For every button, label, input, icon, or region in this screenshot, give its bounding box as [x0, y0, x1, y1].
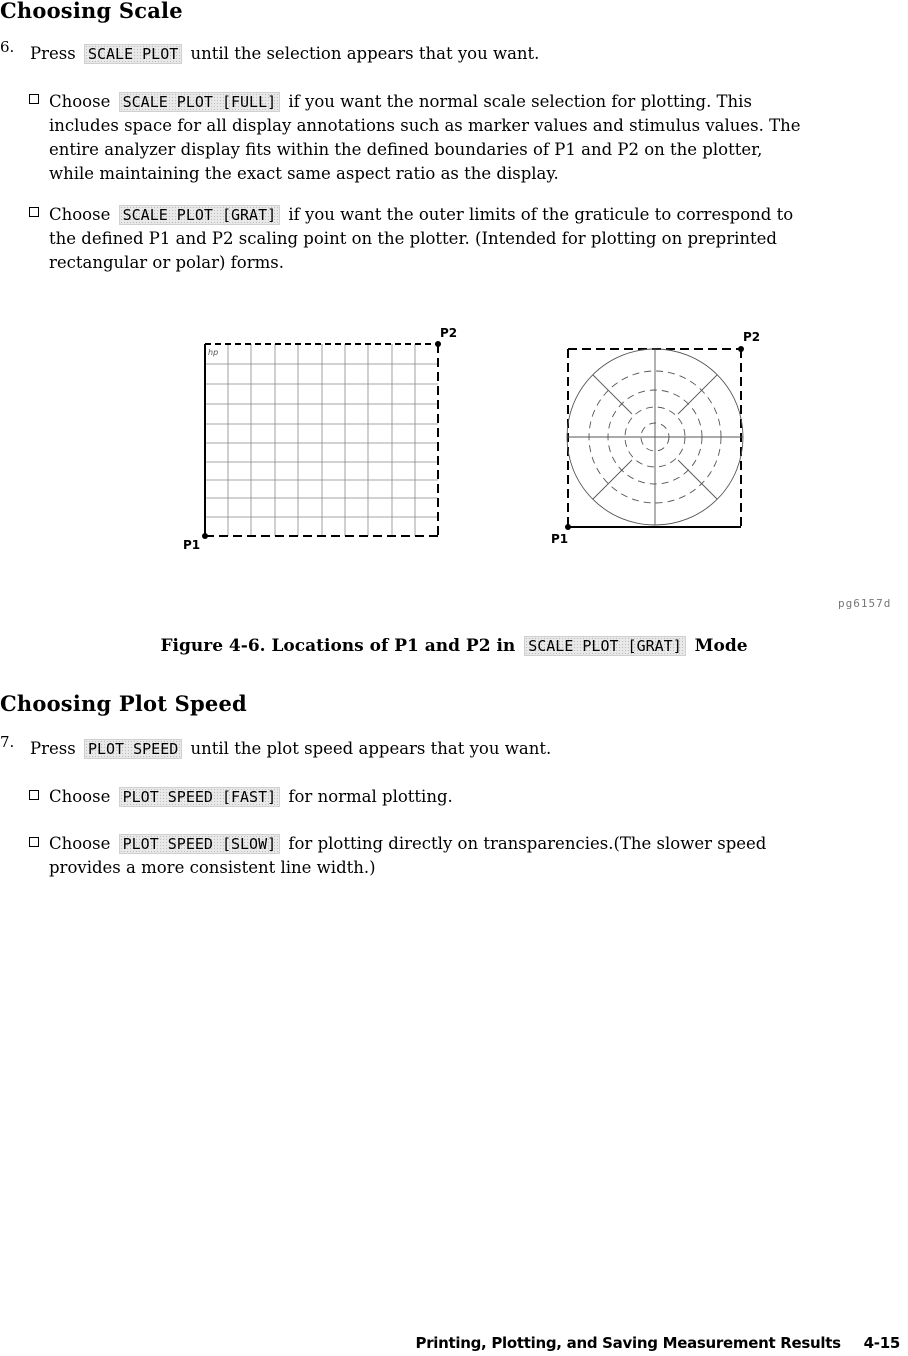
option-line2: provides a more consistent line width.): [49, 858, 376, 877]
step-text: [30, 42, 539, 66]
page-number: 4-15: [863, 1334, 900, 1352]
scale-plot-grat-softkey[interactable]: SCALE PLOT [GRAT]: [119, 205, 281, 225]
p2-marker-polar: [738, 346, 744, 352]
option-line3: entire analyzer display fits within the defined boundaries of P1 and P2 on the plotter,: [49, 140, 763, 159]
step-pre: Press: [30, 44, 76, 63]
grid-lines: [205, 344, 438, 536]
caption-post: Mode: [694, 636, 748, 656]
option-line2: the defined P1 and P2 scaling point on the plotter. (Intended for plotting on preprinted: [49, 229, 777, 248]
option-full-text: [49, 90, 908, 186]
option-line1: if you want the outer limits of the graticule to correspond to: [288, 205, 794, 224]
p1-marker-polar: [565, 524, 571, 530]
polar-graticule: [567, 349, 743, 527]
section-heading-plot-speed: Choosing Plot Speed: [0, 691, 247, 716]
figure-p1-p2-diagram: [0, 310, 908, 620]
option-fast-text: [49, 785, 908, 809]
step-number: 7.: [0, 733, 15, 751]
caption-pre: Figure 4-6. Locations of P1 and P2 in: [160, 636, 516, 656]
plot-speed-softkey[interactable]: PLOT SPEED: [84, 739, 182, 759]
scale-plot-full-softkey[interactable]: SCALE PLOT [FULL]: [119, 92, 281, 112]
p1-marker-rect: [202, 533, 208, 539]
bullet-box-icon: [29, 207, 39, 217]
page-footer: [416, 1334, 901, 1352]
bullet-box-icon: [29, 790, 39, 800]
plot-speed-fast-softkey[interactable]: PLOT SPEED [FAST]: [119, 787, 281, 807]
option-pre: Choose: [49, 834, 111, 853]
option-slow-text: [49, 832, 908, 880]
bullet-box-icon: [29, 837, 39, 847]
caption-softkey[interactable]: SCALE PLOT [GRAT]: [524, 636, 686, 656]
option-pre: Choose: [49, 787, 111, 806]
step-pre: Press: [30, 739, 76, 758]
polar-p2-label: P2: [743, 330, 761, 344]
plot-speed-slow-softkey[interactable]: PLOT SPEED [SLOW]: [119, 834, 281, 854]
option-line2: includes space for all display annotations such as marker values and stimulus values. The: [49, 116, 801, 135]
step-post: until the selection appears that you want.: [190, 44, 540, 63]
figure-id-label: pg6157d: [838, 597, 892, 610]
step-text: [30, 737, 551, 761]
section-heading-scale: Choosing Scale: [0, 0, 183, 23]
footer-title: Printing, Plotting, and Saving Measurement Results: [415, 1334, 841, 1352]
bullet-box-icon: [29, 94, 39, 104]
option-pre: Choose: [49, 205, 111, 224]
step-number: 6.: [0, 38, 15, 56]
scale-plot-softkey[interactable]: SCALE PLOT: [84, 44, 182, 64]
rect-p1-label: P1: [183, 538, 201, 552]
option-post: for normal plotting.: [288, 787, 453, 806]
figure-caption: [0, 636, 908, 656]
rect-p2-label: P2: [440, 326, 458, 340]
option-line1: for plotting directly on transparencies.(The slower speed: [288, 834, 767, 853]
option-line3: rectangular or polar) forms.: [49, 253, 284, 272]
option-pre: Choose: [49, 92, 111, 111]
option-grat-text: [49, 203, 908, 275]
hp-logo: hp: [208, 348, 219, 357]
rectangular-graticule: [205, 344, 438, 536]
step-post: until the plot speed appears that you want.: [190, 739, 552, 758]
option-line4: while maintaining the exact same aspect ratio as the display.: [49, 164, 559, 183]
polar-p1-label: P1: [551, 532, 569, 546]
option-line1: if you want the normal scale selection for plotting. This: [288, 92, 752, 111]
p2-marker-rect: [435, 341, 441, 347]
